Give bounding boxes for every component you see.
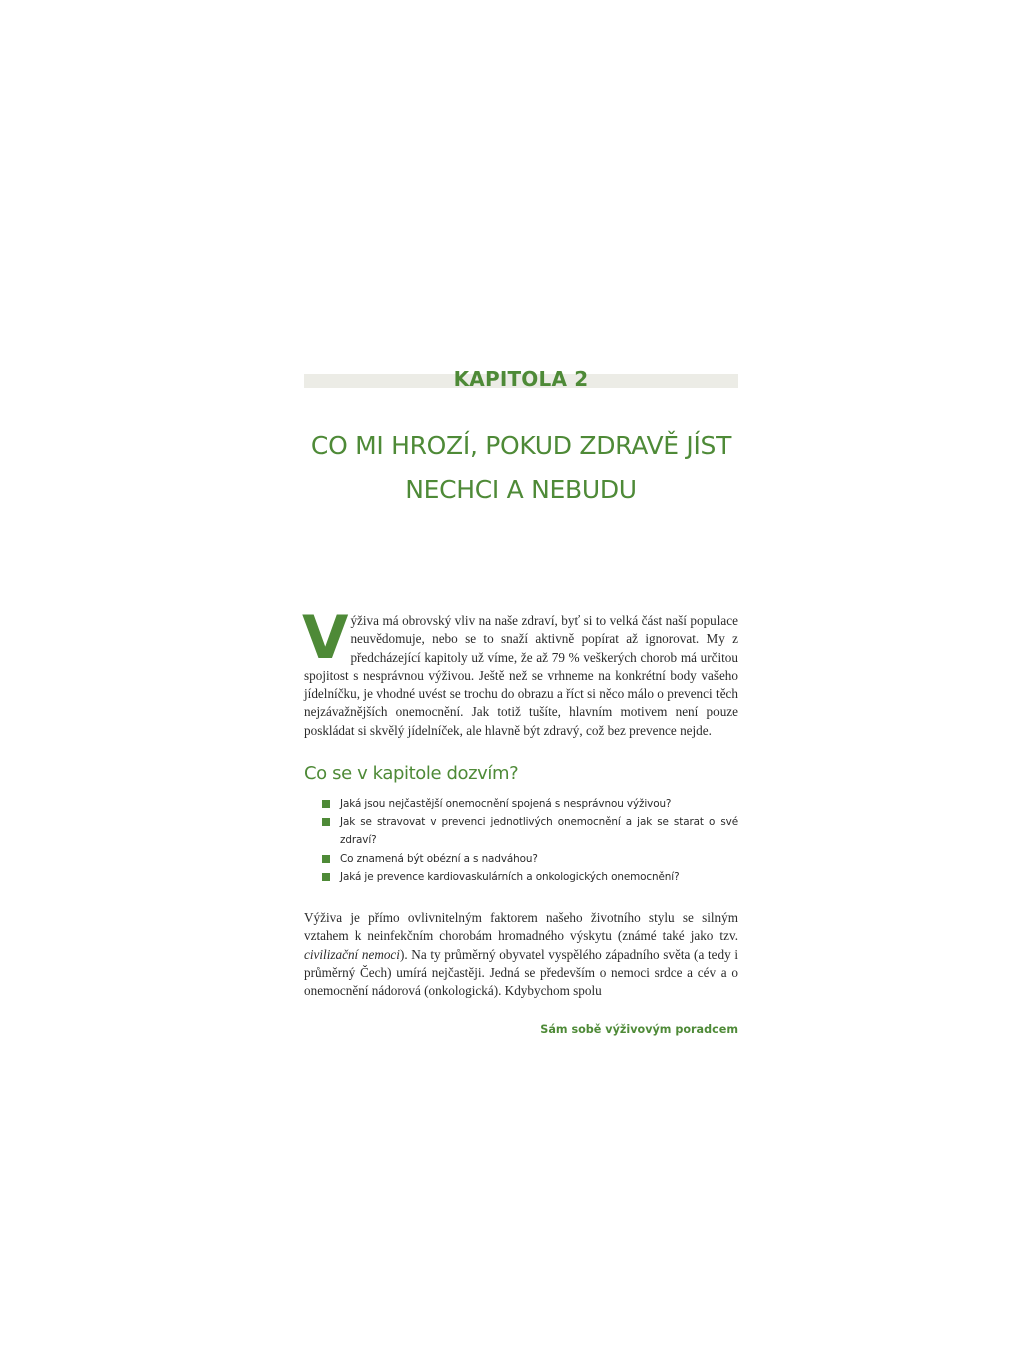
intro-text: ýživa má obrovský vliv na naše zdraví, byť si to velká část naší populace neuvědomuje, nebo se to snaží aktivně popírat až ignorovat. My z předcházející kapitoly už víme, že až 79 % veškerých chorob má určitou spojitost s nesprávnou výživou. Ještě než se vrhneme na konkrétní body vašeho jídelníčku, je vhodné uvést se trochu do obrazu a říct si něco málo o prevenci těch nejzávažnějších onemocnění. Jak totiž tušíte, hlavním motivem není pouze poskládat si skvělý jídelníček, ale hlavně být zdravý, což bez prevence nejde. — [304, 613, 738, 738]
italic-term: civilizační nemoci — [304, 946, 400, 962]
section-heading: Co se v kapitole dozvím? — [304, 763, 519, 785]
drop-cap: V — [302, 603, 349, 673]
square-bullet-icon — [322, 818, 330, 826]
chapter-title-line-1: CO MI HROZÍ, POKUD ZDRAVĚ JÍST — [310, 431, 732, 460]
list-item: Co znamená být obézní a s nadváhou? — [322, 850, 738, 868]
bullet-list — [304, 795, 738, 886]
chapter-band — [304, 367, 738, 391]
body-paragraph: Výživa je přímo ovlivnitelným faktorem našeho životního stylu se silným vztahem k neinfekčním chorobám hromadného výskytu (známé také jako tzv. civilizační nemoci). Na ty průměrný obyvatel vyspělého západního světa (a tedy i průměrný Čech) umírá nejčastěji. Jedná se především o nemoci srdce a cév a o onemocnění nádorová (onkologická). Kdybychom spolu — [304, 910, 739, 999]
list-item: Jaká jsou nejčastější onemocnění spojená s nesprávnou výživou? — [322, 795, 738, 813]
chapter-title — [304, 424, 738, 512]
square-bullet-icon — [322, 800, 330, 808]
intro-paragraph — [302, 603, 738, 740]
square-bullet-icon — [322, 855, 330, 863]
list-item: Jaká je prevence kardiovaskulárních a onkologických onemocnění? — [322, 868, 738, 886]
square-bullet-icon — [322, 873, 330, 881]
list-item: Jak se stravovat v prevenci jednotlivých onemocnění a jak se starat o své zdraví? — [322, 813, 738, 849]
chapter-label: KAPITOLA 2 — [453, 367, 589, 391]
running-footer: Sám sobě výživovým poradcem — [540, 1022, 738, 1036]
chapter-title-line-2: NECHCI A NEBUDU — [405, 475, 637, 504]
book-page — [304, 368, 738, 1036]
